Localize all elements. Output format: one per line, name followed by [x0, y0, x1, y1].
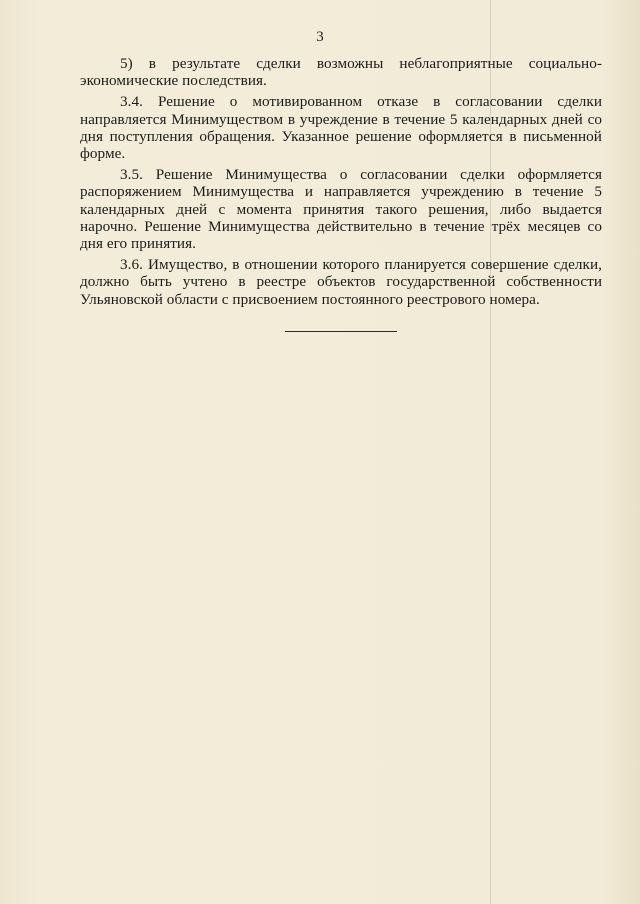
- document-body: [80, 55, 602, 312]
- paragraph-3-5: 3.5. Решение Минимущества о согласовании сделки оформляется распоряжением Минимущества и направляется учреждению в течение 5 календарных дней с момента принятия такого решения, либо выдается нарочно. Решение Минимущества действительно в течение трёх месяцев со дня его принятия.: [80, 166, 602, 253]
- paragraph-item-5: 5) в результате сделки возможны неблагоприятные социально-экономические последствия.: [80, 55, 602, 90]
- paragraph-3-6: 3.6. Имущество, в отношении которого планируется совершение сделки, должно быть учтено в реестре объектов государственной собственности Ульяновской области с присвоением постоянного реестрового номера.: [80, 256, 602, 308]
- end-divider-line: [285, 331, 397, 332]
- page-number: 3: [316, 29, 324, 45]
- paragraph-3-4: 3.4. Решение о мотивированном отказе в согласовании сделки направляется Минимуществом в учреждение в течение 5 календарных дней со дня поступления обращения. Указанное решение оформляется в письменной форме.: [80, 93, 602, 163]
